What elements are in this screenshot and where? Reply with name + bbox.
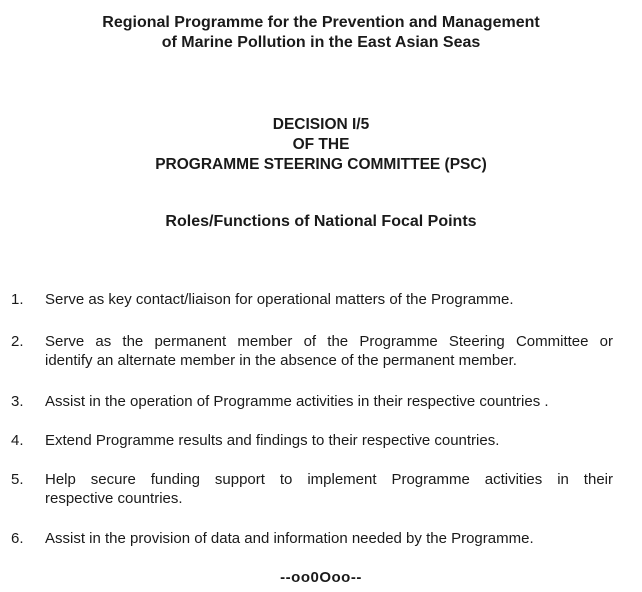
- list-item-line: Help secure funding support to implement Programme activities in their: [45, 471, 613, 488]
- list-item-line: Serve as the permanent member of the Programme Steering Committee or: [45, 333, 613, 350]
- decision-number: DECISION I/5: [272, 116, 370, 133]
- programme-title: [0, 13, 642, 53]
- list-item-text: [45, 392, 613, 411]
- list-item-number: 4.: [11, 432, 24, 449]
- programme-title-line-1: Regional Programme for the Prevention and Management: [102, 14, 540, 31]
- list-item-number: 6.: [11, 530, 24, 547]
- list-item-text: [45, 470, 613, 508]
- list-item-number: 2.: [11, 333, 24, 350]
- list-item-number: 1.: [11, 291, 24, 308]
- list-item-line: identify an alternate member in the absence of the permanent member.: [45, 352, 517, 369]
- list-item-number: 3.: [11, 393, 24, 410]
- list-item-text: [45, 431, 613, 450]
- list-item-line: Extend Programme results and findings to their respective countries.: [45, 432, 500, 449]
- list-item-line: Assist in the provision of data and information needed by the Programme.: [45, 530, 534, 547]
- programme-title-line-2: of Marine Pollution in the East Asian Seas: [161, 34, 481, 51]
- decision-heading: [0, 115, 642, 175]
- committee-name: PROGRAMME STEERING COMMITTEE (PSC): [155, 156, 487, 173]
- list-item-text: [45, 290, 613, 309]
- roles-title: Roles/Functions of National Focal Points: [165, 213, 477, 230]
- end-of-document-mark: --oo0Ooo--: [280, 569, 362, 586]
- list-item-line: Assist in the operation of Programme activities in their respective countries .: [45, 393, 549, 410]
- list-item-line: Serve as key contact/liaison for operational matters of the Programme.: [45, 291, 514, 308]
- list-item-number: 5.: [11, 471, 24, 488]
- list-item-line: respective countries.: [45, 490, 183, 507]
- list-item-text: [45, 529, 613, 548]
- decision-of-the: OF THE: [292, 136, 350, 153]
- list-item-text: [45, 332, 613, 370]
